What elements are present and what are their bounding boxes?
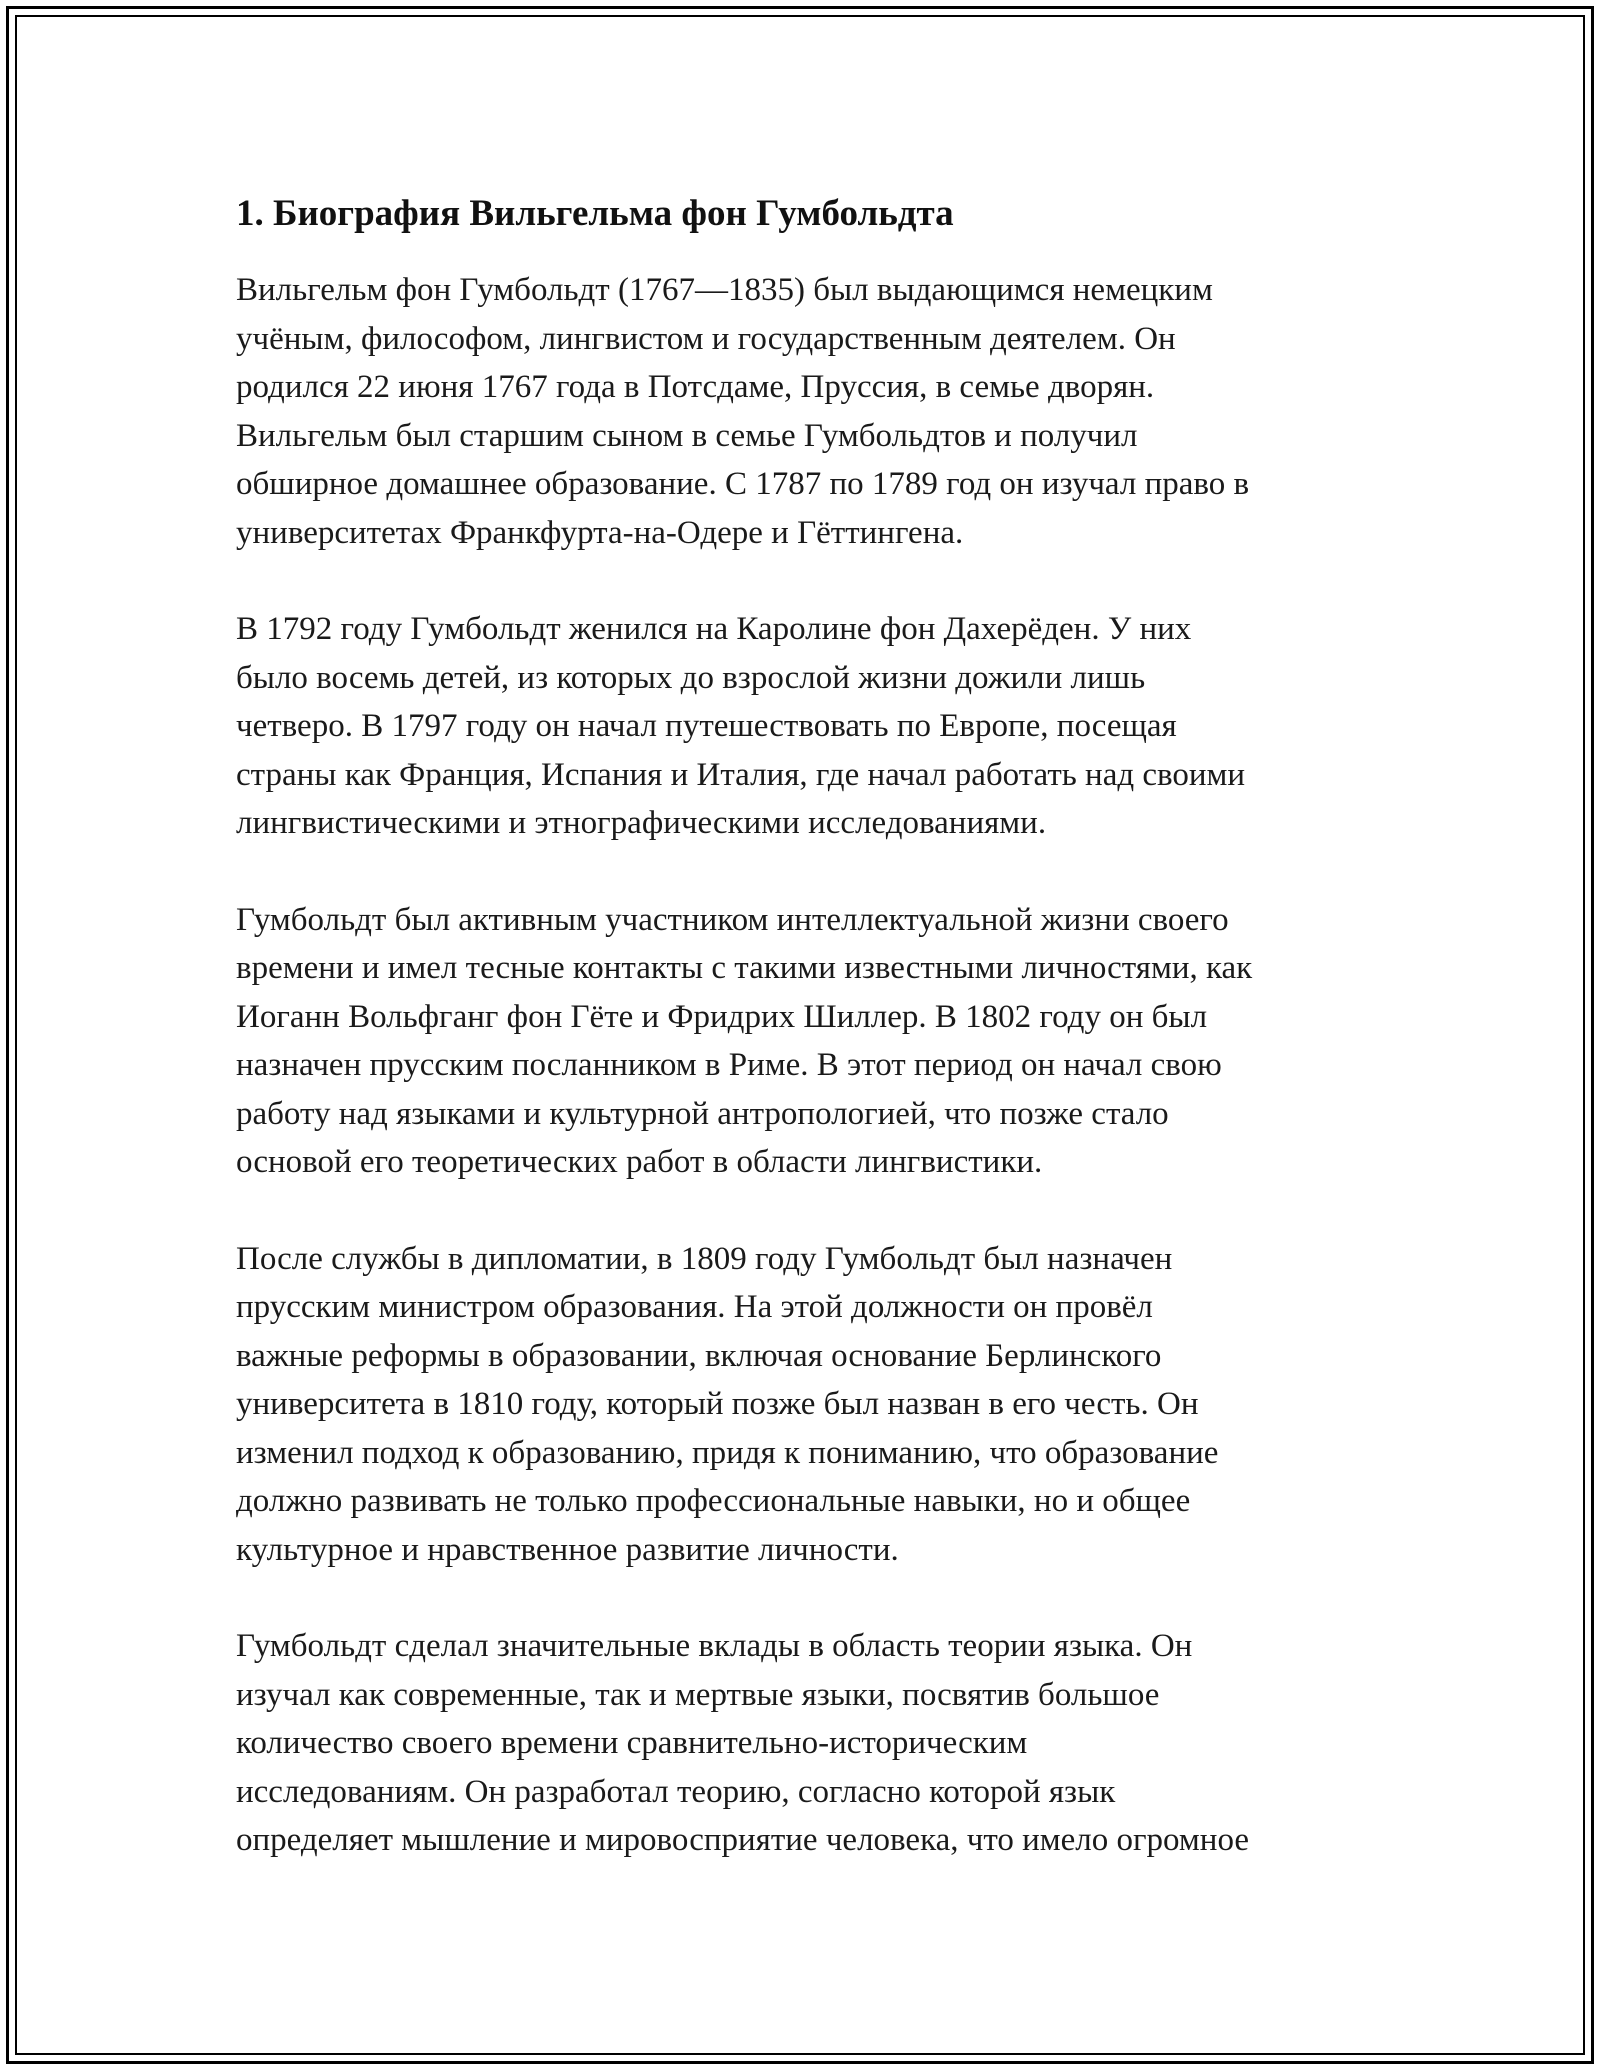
text-line: университета в 1810 году, который позже был назван в его честь. Он [236,1386,1199,1422]
text-line: определяет мышление и мировосприятие человека, что имело огромное [236,1822,1249,1858]
paragraph-4 [236,1235,1396,1575]
text-line: назначен прусским посланником в Риме. В этот период он начал свою [236,1047,1222,1083]
text-line: страны как Франция, Испания и Италия, где начал работать над своими [236,756,1246,793]
section-title: 1. Биография Вильгельма фон Гумбольдта [236,193,954,234]
text-line: Иоганн Вольфганг фон Гёте и Фридрих Шиллер. В 1802 году он был [236,998,1208,1035]
text-line: работу над языками и культурной антропологией, что позже стало [236,1095,1169,1132]
text-line: важные реформы в образовании, включая основание Берлинского [236,1337,1162,1374]
text-line: обширное домашнее образование. С 1787 по 1789 год он изучал право в [236,466,1250,502]
text-line: было восемь детей, из которых до взрослой жизни дожили лишь [236,659,1146,696]
text-line: университетах Франкфурта-на-Одере и Гёттингена. [236,514,964,551]
text-line: лингвистическими и этнографическими исследованиями. [236,805,1047,841]
text-line: четверо. В 1797 году он начал путешествовать по Европе, посещая [236,708,1177,744]
document-page [236,188,1396,1913]
text-line: количество своего времени сравнительно-историческим [236,1725,1028,1761]
text-line: изучал как современные, так и мертвые языки, посвятив большое [236,1676,1160,1713]
text-line: исследованиям. Он разработал теорию, согласно которой язык [236,1773,1116,1810]
text-line: основой его теоретических работ в области лингвистики. [236,1144,1043,1180]
text-line: После службы в дипломатии, в 1809 году Гумбольдт был назначен [236,1240,1173,1277]
text-line: прусским министром образования. На этой должности он провёл [236,1289,1153,1325]
text-line: изменил подход к образованию, придя к пониманию, что образование [236,1434,1219,1471]
paragraph-5 [236,1622,1396,1865]
text-line: должно развивать не только профессиональные навыки, но и общее [236,1483,1191,1519]
paragraph-2 [236,605,1396,848]
text-line: Вильгельм был старшим сыном в семье Гумбольдтов и получил [236,417,1138,454]
paragraph-3 [236,896,1396,1187]
text-line: Вильгельм фон Гумбольдт (1767—1835) был выдающимся немецким [236,272,1213,308]
text-line: времени и имел тесные контакты с такими известными личностями, как [236,950,1253,986]
text-line: культурное и нравственное развитие личности. [236,1531,899,1568]
text-line: родился 22 июня 1767 года в Потсдаме, Пруссия, в семье дворян. [236,369,1155,405]
text-line: В 1792 году Гумбольдт женился на Каролине фон Дахерёден. У них [236,611,1192,647]
text-line: Гумбольдт был активным участником интеллектуальной жизни своего [236,901,1229,938]
paragraph-1 [236,266,1396,557]
text-line: учёным, философом, лингвистом и государственным деятелем. Он [236,320,1176,357]
text-line: Гумбольдт сделал значительные вклады в область теории языка. Он [236,1628,1193,1664]
